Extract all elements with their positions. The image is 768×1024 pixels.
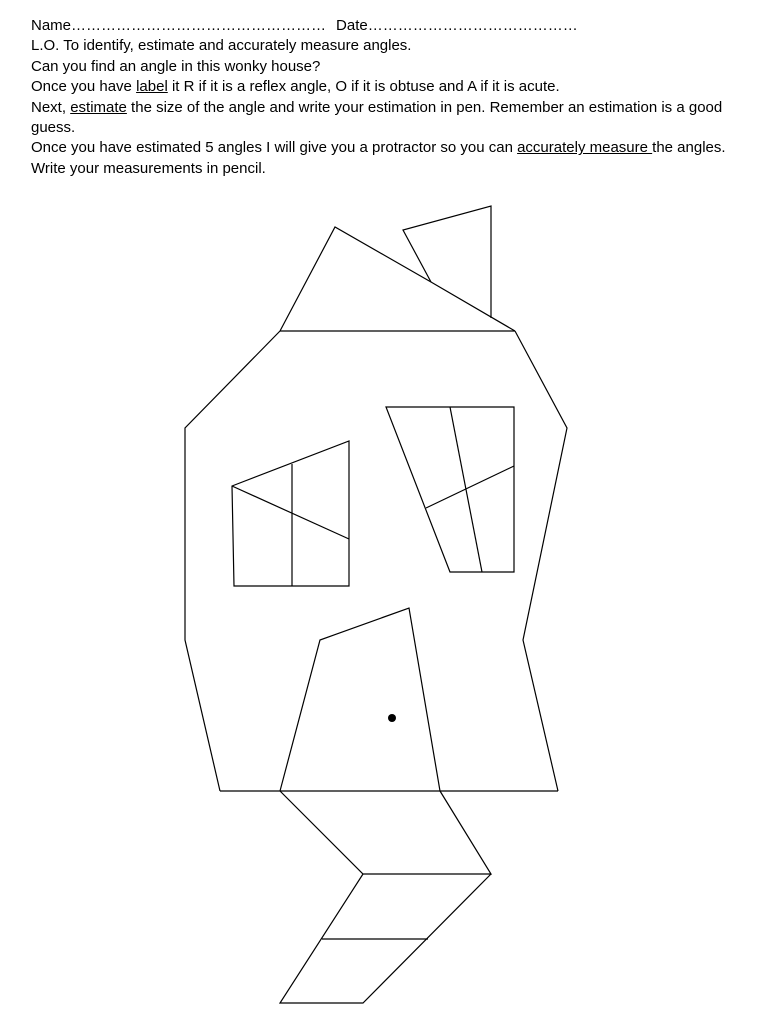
learning-objective: L.O. To identify, estimate and accurately measure angles. <box>31 37 412 55</box>
chimney <box>403 206 491 318</box>
house-wall-left <box>185 331 280 791</box>
door-knob <box>388 714 396 722</box>
house-wall-right <box>515 331 567 791</box>
roof-outline <box>280 227 515 331</box>
window-right <box>386 407 514 572</box>
path-upper <box>280 791 491 874</box>
estimate-underlined: estimate <box>70 98 127 116</box>
window-left-diagonal <box>232 486 349 539</box>
date-field[interactable]: Date…………………………………… <box>336 17 578 34</box>
instruction-label-pre: Once you have <box>31 78 137 96</box>
instruction-estimate-post: the size of the angle and write your estimation in pen. Remember an estimation is a good guess. <box>31 98 723 137</box>
instruction-label-post: it R if it is a reflex angle, O if it is obtuse and A if it is acute. <box>167 78 560 96</box>
instruction-measure-post: the angles. Write your measurements in pencil. <box>31 139 726 177</box>
question-text: Can you find an angle in this wonky house? <box>31 57 321 75</box>
instruction-measure-pre: Once you have estimated 5 angles I will give you a protractor so you can <box>31 139 518 157</box>
window-left <box>232 441 349 586</box>
name-field[interactable]: Name…………………………………………… <box>31 17 327 34</box>
door <box>280 608 440 791</box>
accurately-measure-underlined: accurately measure <box>517 139 653 157</box>
label-underlined: label <box>136 78 168 96</box>
window-right-transom <box>426 466 514 508</box>
instruction-estimate-pre: Next, <box>31 98 71 116</box>
